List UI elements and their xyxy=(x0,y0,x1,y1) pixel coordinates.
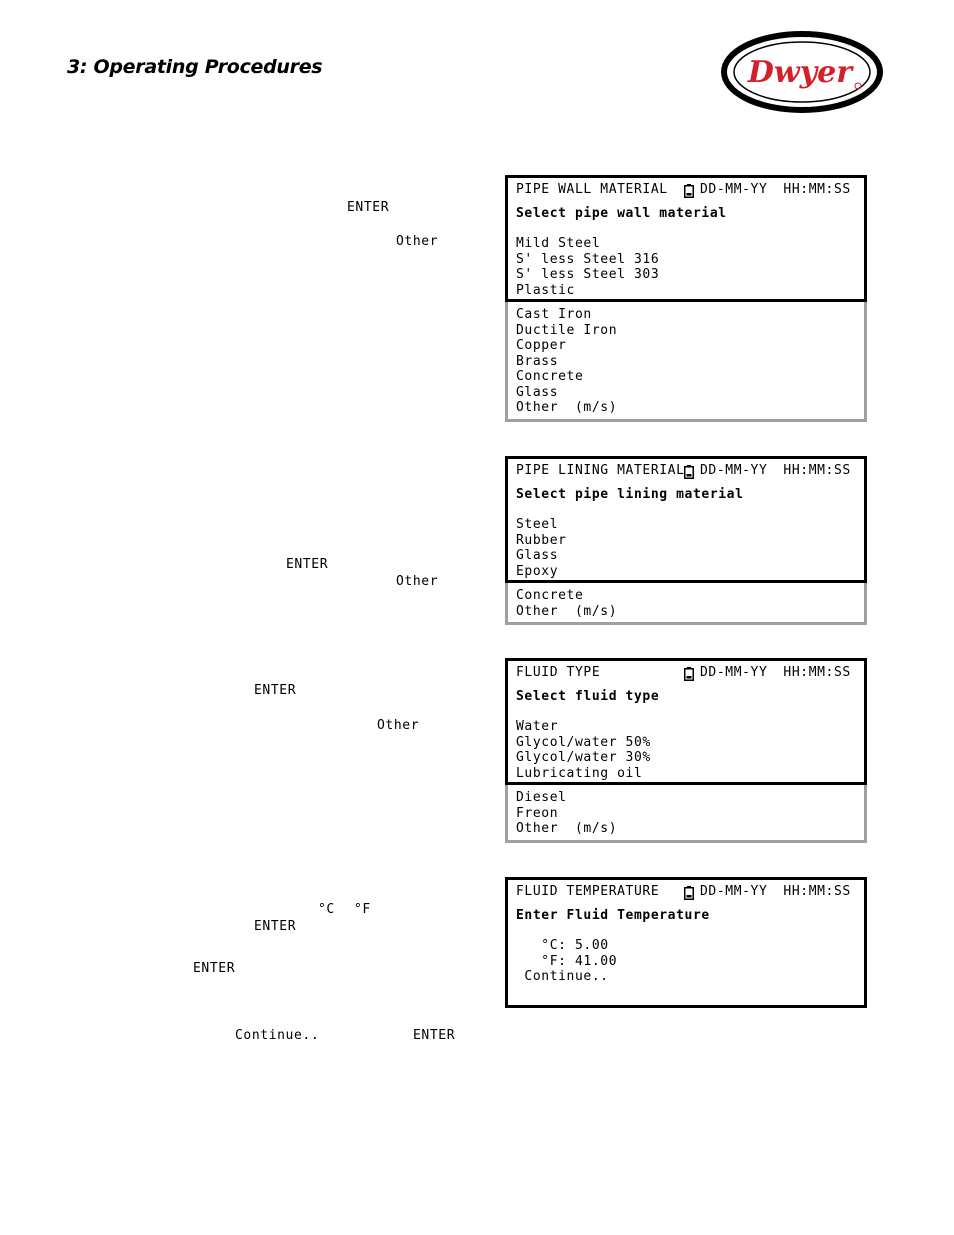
menu-item[interactable]: Concrete xyxy=(516,588,584,603)
date-readout: DD-MM-YY xyxy=(700,884,768,899)
celsius-value[interactable]: °C: 5.00 xyxy=(516,938,609,953)
battery-icon xyxy=(684,184,694,198)
fluid-temperature-screen xyxy=(505,877,867,1008)
menu-item[interactable]: S' less Steel 303 xyxy=(516,267,660,282)
time-readout: HH:MM:SS xyxy=(783,884,851,899)
battery-icon xyxy=(684,886,694,900)
menu-item[interactable]: Ductile Iron xyxy=(516,322,618,338)
menu-item[interactable]: Other (m/s) xyxy=(516,603,618,619)
menu-item[interactable]: Lubricating oil xyxy=(516,765,643,781)
time-readout: HH:MM:SS xyxy=(783,463,851,478)
battery-icon xyxy=(684,465,694,479)
menu-item[interactable]: Glass xyxy=(516,384,559,400)
enter-key-label: ENTER xyxy=(347,200,390,215)
menu-item[interactable]: Freon xyxy=(516,805,559,821)
menu-item[interactable]: Mild Steel xyxy=(516,236,601,251)
fluid-type-screen xyxy=(505,658,867,843)
battery-icon xyxy=(684,667,694,681)
logo-text: Dwyer xyxy=(747,55,853,90)
screen-title: PIPE WALL MATERIAL xyxy=(516,182,668,197)
screen-title: PIPE LINING MATERIAL xyxy=(516,463,685,478)
screen-prompt: Select fluid type xyxy=(516,688,660,704)
menu-item[interactable]: Glycol/water 30% xyxy=(516,750,651,765)
menu-item[interactable]: Glass xyxy=(516,548,559,563)
menu-item[interactable]: Plastic xyxy=(516,282,575,298)
date-readout: DD-MM-YY xyxy=(700,182,768,197)
page-title: 3: Operating Procedures xyxy=(67,56,323,78)
screen-prompt: Select pipe wall material xyxy=(516,205,727,221)
enter-key-label: ENTER xyxy=(254,919,297,934)
pipe-lining-material-screen xyxy=(505,456,867,625)
other-label: Other xyxy=(396,234,439,249)
fahrenheit-value[interactable]: °F: 41.00 xyxy=(516,953,618,969)
menu-item[interactable]: Other (m/s) xyxy=(516,821,618,836)
other-label: Other xyxy=(377,718,420,733)
menu-item[interactable]: Other (m/s) xyxy=(516,400,618,415)
pipe-wall-material-screen xyxy=(505,175,867,422)
menu-item[interactable]: S' less Steel 316 xyxy=(516,251,660,267)
celsius-label: °C xyxy=(318,902,335,917)
menu-item[interactable]: Brass xyxy=(516,353,559,369)
time-readout: HH:MM:SS xyxy=(783,665,851,680)
enter-key-label: ENTER xyxy=(254,683,297,698)
menu-item[interactable]: Glycol/water 50% xyxy=(516,734,651,750)
screen-prompt: Select pipe lining material xyxy=(516,486,744,502)
menu-item[interactable]: Rubber xyxy=(516,532,567,548)
menu-item[interactable]: Cast Iron xyxy=(516,307,592,322)
dwyer-logo xyxy=(720,30,884,114)
menu-item[interactable]: Water xyxy=(516,719,559,734)
enter-key-label: ENTER xyxy=(286,557,329,572)
other-label: Other xyxy=(396,574,439,589)
date-readout: DD-MM-YY xyxy=(700,463,768,478)
enter-key-label: ENTER xyxy=(413,1028,456,1043)
enter-key-label: ENTER xyxy=(193,961,236,976)
time-readout: HH:MM:SS xyxy=(783,182,851,197)
continue-label: Continue.. xyxy=(235,1028,320,1043)
menu-item[interactable]: Copper xyxy=(516,338,567,353)
screen-title: FLUID TYPE xyxy=(516,665,601,680)
fahrenheit-label: °F xyxy=(354,902,371,917)
date-readout: DD-MM-YY xyxy=(700,665,768,680)
menu-item[interactable]: Diesel xyxy=(516,790,567,805)
menu-item[interactable]: Concrete xyxy=(516,369,584,384)
screen-title: FLUID TEMPERATURE xyxy=(516,884,660,899)
continue-option[interactable]: Continue.. xyxy=(516,969,609,984)
menu-item[interactable]: Steel xyxy=(516,517,559,532)
menu-item[interactable]: Epoxy xyxy=(516,563,559,579)
screen-prompt: Enter Fluid Temperature xyxy=(516,907,710,923)
